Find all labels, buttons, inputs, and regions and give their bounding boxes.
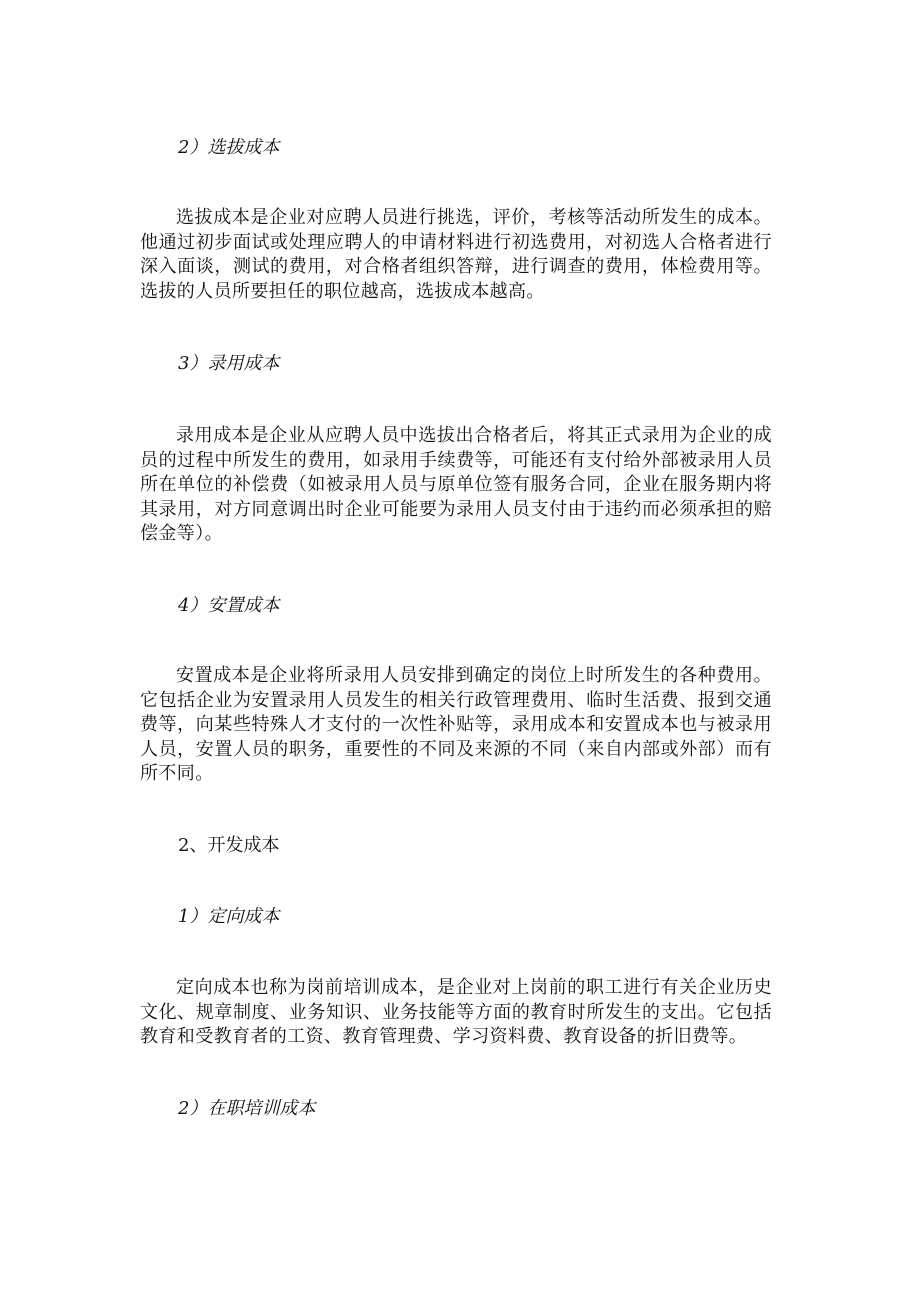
heading-selection-cost: 2）选拔成本 bbox=[178, 137, 280, 158]
paragraph-placement-cost: 安置成本是企业将所录用人员安排到确定的岗位上时所发生的各种费用。它包括企业为安置录用人员发生的相关行政管理费用、临时生活费、报到交通费等，向某些特殊人才支付的一次性补贴等，录用成本和安置成本也与被录用人员，安置人员的职务，重要性的不同及来源的不同（来自内部或外部）而有所不同。 bbox=[140, 665, 772, 784]
heading-on-job-training-cost: 2）在职培训成本 bbox=[178, 1098, 316, 1119]
paragraph-orientation-cost: 定向成本也称为岗前培训成本，是企业对上岗前的职工进行有关企业历史文化、规章制度、业务知识、业务技能等方面的教育时所发生的支出。它包括教育和受教育者的工资、教育管理费、学习资料费、教育设备的折旧费等。 bbox=[140, 977, 772, 1047]
heading-hiring-cost: 3）录用成本 bbox=[178, 353, 280, 374]
heading-placement-cost: 4）安置成本 bbox=[178, 595, 280, 616]
heading-development-cost: 2、开发成本 bbox=[178, 835, 280, 856]
heading-orientation-cost: 1）定向成本 bbox=[178, 906, 280, 927]
paragraph-selection-cost: 选拔成本是企业对应聘人员进行挑选，评价，考核等活动所发生的成本。他通过初步面试或处理应聘人的申请材料进行初选费用，对初选人合格者进行深入面谈，测试的费用，对合格者组织答辩，进行调查的费用，体检费用等。选拔的人员所要担任的职位越高，选拔成本越高。 bbox=[140, 207, 772, 302]
paragraph-hiring-cost: 录用成本是企业从应聘人员中选拔出合格者后，将其正式录用为企业的成员的过程中所发生的费用，如录用手续费等，可能还有支付给外部被录用人员所在单位的补偿费（如被录用人员与原单位签有服务合同，企业在服务期内将其录用，对方同意调出时企业可能要为录用人员支付由于违约而必须承担的赔偿金等）。 bbox=[140, 425, 772, 544]
